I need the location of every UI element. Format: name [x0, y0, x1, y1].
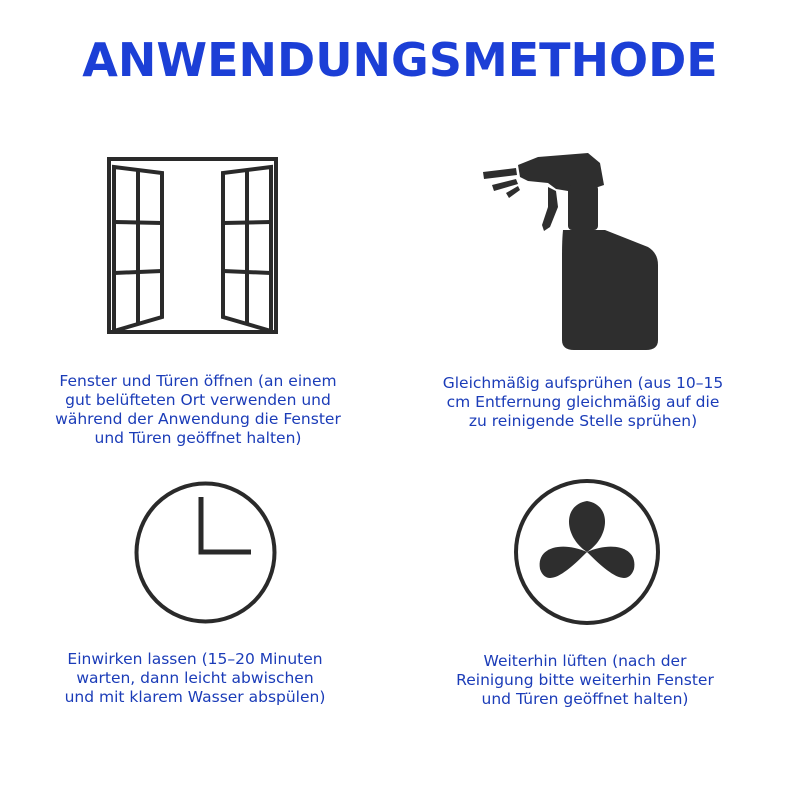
spray-bottle-icon	[478, 145, 668, 355]
page-title: ANWENDUNGSMETHODE	[82, 33, 718, 87]
fan-icon	[512, 477, 662, 627]
step-4-text: Weiterhin lüften (nach der Reinigung bitte weiterhin Fenster und Türen geöffnet halten)	[456, 652, 714, 708]
window-icon	[105, 155, 280, 340]
step-3-text: Einwirken lassen (15–20 Minuten warten, dann leicht abwischen und mit klarem Wasser abspülen)	[64, 650, 326, 706]
clock-icon	[133, 480, 278, 625]
step-2-text: Gleichmäßig aufsprühen (aus 10–15 cm Entfernung gleichmäßig auf die zu reinigende Stelle sprühen)	[442, 374, 724, 430]
step-1-text: Fenster und Türen öffnen (an einem gut belüfteten Ort verwenden und während der Anwendung die Fenster und Türen geöffnet halten)	[55, 372, 341, 447]
